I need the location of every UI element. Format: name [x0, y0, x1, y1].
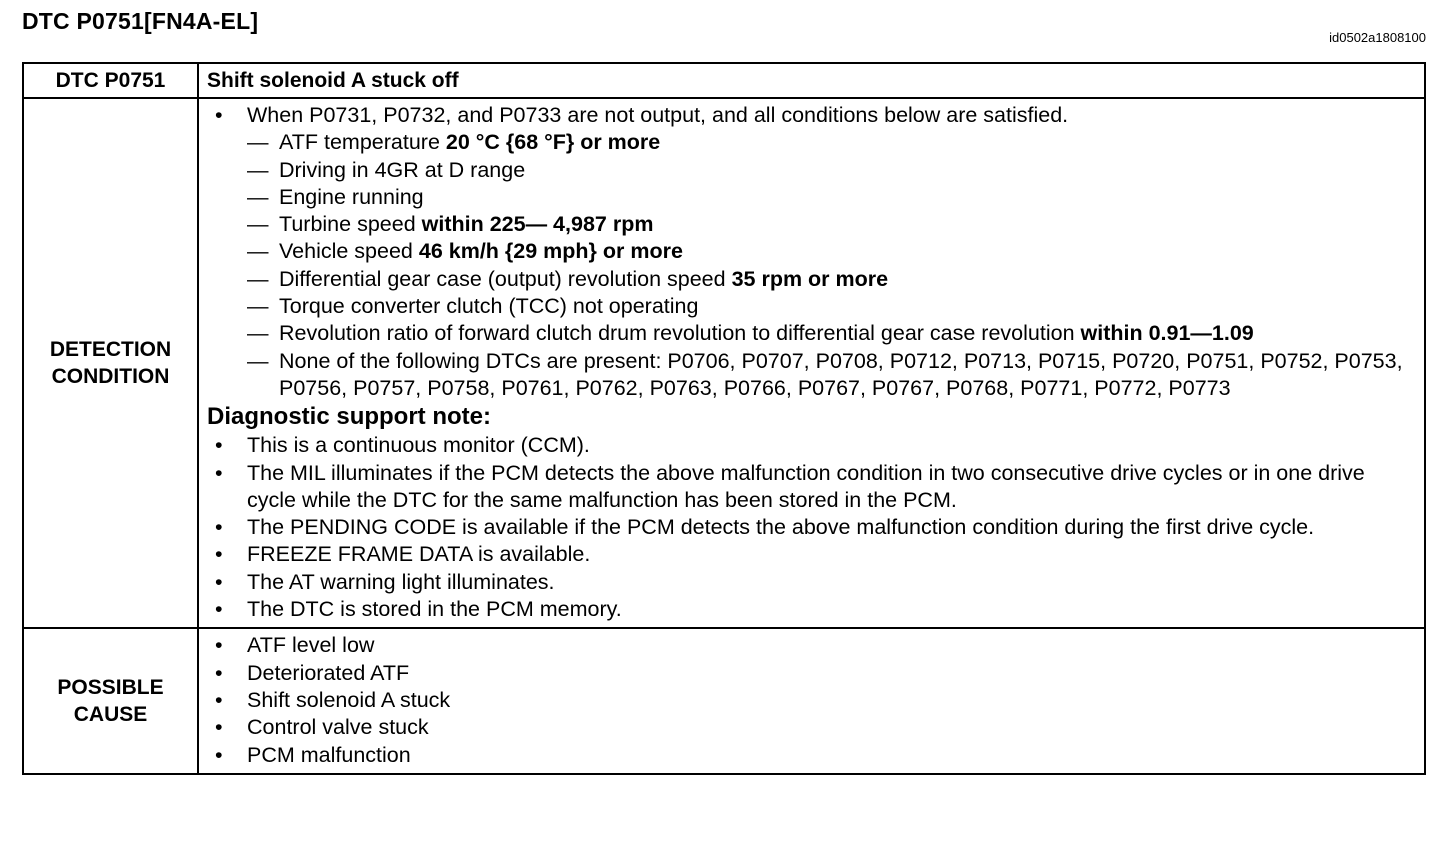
dtc-code-cell: DTC P0751	[23, 63, 198, 98]
condition-item: — None of the following DTCs are present: P0706, P0707, P0708, P0712, P0713, P0715, P0720, P0751, P0752, P0753, P0756, P0757, P0758, P0761, P0762, P0763, P0766, P0767, P0767, P0768, P0771, P0772, P0773	[199, 348, 1418, 403]
dtc-table	[22, 62, 1426, 775]
condition-item: — ATF temperature 20 °C {68 °F} or more	[199, 129, 1418, 156]
note-item: • FREEZE FRAME DATA is available.	[199, 541, 1418, 568]
note-item: • The DTC is stored in the PCM memory.	[199, 596, 1418, 623]
condition-item: — Vehicle speed 46 km/h {29 mph} or more	[199, 238, 1418, 265]
detection-condition-label	[23, 98, 198, 628]
dtc-header-row	[23, 63, 1425, 98]
possible-cause-label	[23, 628, 198, 773]
document-id: id0502a1808100	[1329, 30, 1426, 45]
condition-item: — Revolution ratio of forward clutch drum revolution to differential gear case revolution within 0.91—1.09	[199, 320, 1418, 347]
page-title: DTC P0751[FN4A-EL]	[22, 8, 259, 34]
dtc-description-cell: Shift solenoid A stuck off	[198, 63, 1425, 98]
note-item: • The PENDING CODE is available if the PCM detects the above malfunction condition during the first drive cycle.	[199, 514, 1418, 541]
detection-condition-row	[23, 98, 1425, 628]
diagnostic-note-heading: Diagnostic support note:	[207, 403, 491, 431]
possible-cause-content	[198, 628, 1425, 773]
condition-item: — Differential gear case (output) revolution speed 35 rpm or more	[199, 266, 1418, 293]
cause-item: • PCM malfunction	[199, 742, 1418, 769]
cause-item: • ATF level low	[199, 632, 1418, 659]
condition-item: — Turbine speed within 225— 4,987 rpm	[199, 211, 1418, 238]
condition-item: — Driving in 4GR at D range	[199, 157, 1418, 184]
cause-item: • Shift solenoid A stuck	[199, 687, 1418, 714]
possible-cause-row	[23, 628, 1425, 773]
detection-label-line2: CONDITION	[51, 365, 170, 389]
condition-item: — Engine running	[199, 184, 1418, 211]
cause-label-line2: CAUSE	[73, 703, 148, 727]
note-item: • The MIL illuminates if the PCM detects the above malfunction condition in two consecutive drive cycles or in one drive cycle while the DTC for the same malfunction has been stored in the PCM.	[199, 460, 1418, 515]
note-item: • The AT warning light illuminates.	[199, 569, 1418, 596]
note-item: • This is a continuous monitor (CCM).	[199, 432, 1418, 459]
cause-item: • Control valve stuck	[199, 714, 1418, 741]
detection-intro: • When P0731, P0732, and P0733 are not output, and all conditions below are satisfied.	[199, 102, 1418, 129]
detection-label-line1: DETECTION	[49, 338, 172, 362]
condition-item: — Torque converter clutch (TCC) not operating	[199, 293, 1418, 320]
detection-condition-content	[198, 98, 1425, 628]
cause-item: • Deteriorated ATF	[199, 660, 1418, 687]
cause-label-line1: POSSIBLE	[57, 676, 164, 700]
